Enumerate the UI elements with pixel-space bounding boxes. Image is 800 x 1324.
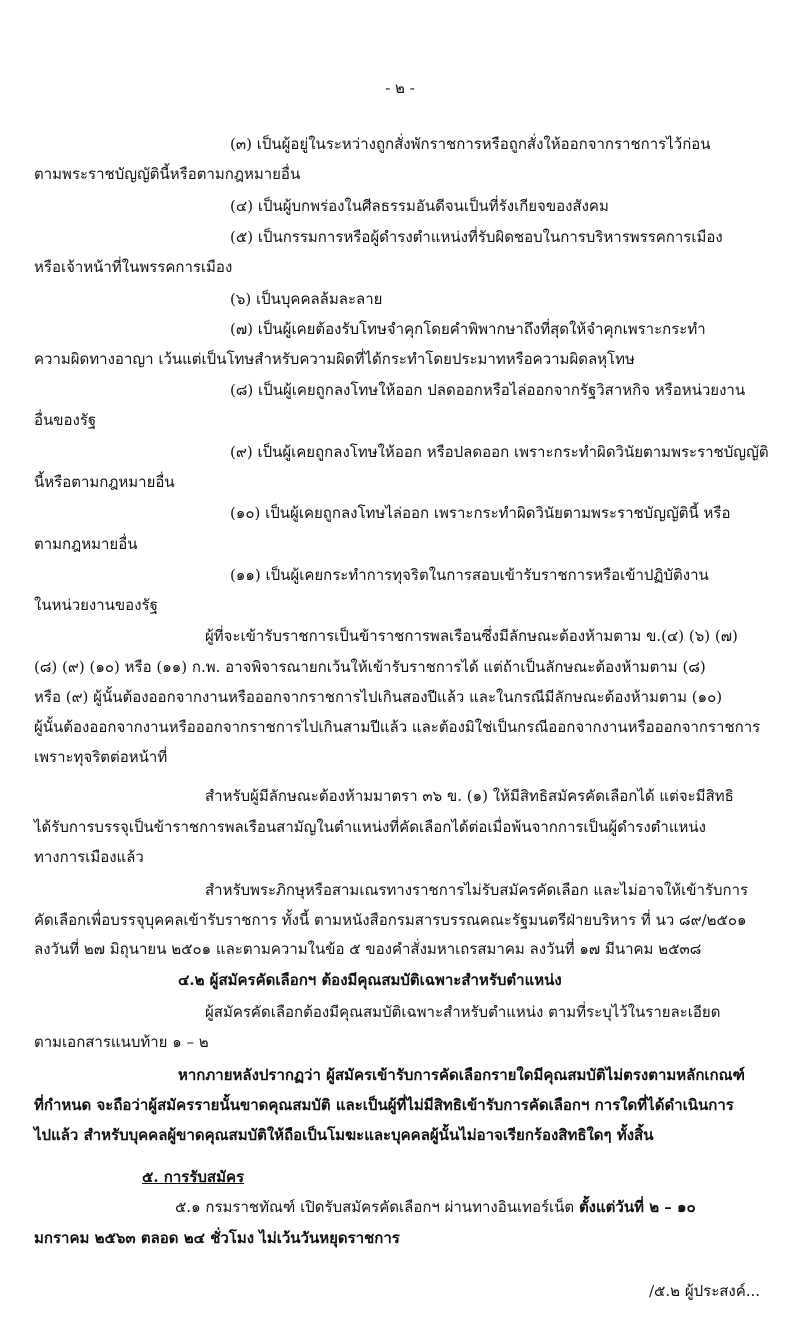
body-line: (๙) เป็นผู้เคยถูกลงโทษให้ออก หรือปลดออก เพราะกระทำผิดวินัยตามพระราชบัญญัติ — [230, 443, 769, 461]
body-line: ตามกฎหมายอื่น — [34, 535, 138, 553]
body-line: (๔) เป็นผู้บกพร่องในศีลธรรมอันดีจนเป็นที่รังเกียจของสังคม — [230, 197, 609, 215]
body-line: (๘) (๙) (๑๐) หรือ (๑๑) ก.พ. อาจพิจารณายกเว้นให้เข้ารับราชการได้ แต่ถ้าเป็นลักษณะต้องห้ามตาม (๘) — [34, 658, 706, 676]
registration-text: ๕.๑ กรมราชทัณฑ์ เปิดรับสมัครคัดเลือกฯ ผ่านทางอินเทอร์เน็ต — [175, 1198, 579, 1216]
section-heading: ๕. การรับสมัคร — [142, 1168, 245, 1186]
body-line: ผู้นั้นต้องออกจากงานหรือออกจากราชการไปเกินสามปีแล้ว และต้องมิใช่เป็นกรณีออกจากงานหรือออกจากราชการ — [34, 718, 761, 736]
body-line-bold: มกราคม ๒๕๖๓ ตลอด ๒๔ ชั่วโมง ไม่เว้นวันหยุดราชการ — [34, 1229, 400, 1247]
body-line: ลงวันที่ ๒๗ มิถุนายน ๒๕๐๑ และตามความในข้อ ๕ ของคำสั่งมหาเถรสมาคม ลงวันที่ ๑๗ มีนาคม ๒๕๓๘ — [34, 940, 702, 958]
body-line: (๘) เป็นผู้เคยถูกลงโทษให้ออก ปลดออกหรือไล่ออกจากรัฐวิสาหกิจ หรือหน่วยงาน — [230, 381, 746, 399]
body-line — [175, 1197, 696, 1217]
body-line: ในหน่วยงานของรัฐ — [34, 596, 158, 614]
body-line: (๕) เป็นกรรมการหรือผู้ดำรงตำแหน่งที่รับผิดชอบในการบริหารพรรคการเมือง — [230, 228, 723, 246]
body-line: ทางการเมืองแล้ว — [34, 848, 144, 866]
body-line: หรือเจ้าหน้าที่ในพรรคการเมือง — [34, 258, 233, 276]
section-heading: ๔.๒ ผู้สมัครคัดเลือกฯ ต้องมีคุณสมบัติเฉพาะสำหรับตำแหน่ง — [178, 971, 562, 989]
body-line: (๖) เป็นบุคคลล้มละลาย — [230, 290, 383, 308]
body-line: ผู้ที่จะเข้ารับราชการเป็นข้าราชการพลเรือนซึ่งมีลักษณะต้องห้ามตาม ข.(๔) (๖) (๗) — [205, 627, 738, 645]
body-line-bold: ไปแล้ว สำหรับบุคคลผู้ขาดคุณสมบัติให้ถือเป็นโมฆะและบุคคลผู้นั้นไม่อาจเรียกร้องสิทธิใดๆ ทั้งสิ้น — [34, 1126, 654, 1144]
body-line: คัดเลือกเพื่อบรรจุบุคคลเข้ารับราชการ ทั้งนี้ ตามหนังสือกรมสารบรรณคณะรัฐมนตรีฝ่ายบริหาร ที่ นว ๘๙/๒๕๐๑ — [34, 911, 747, 929]
body-line: สำหรับพระภิกษุหรือสามเณรทางราชการไม่รับสมัครคัดเลือก และไม่อาจให้เข้ารับการ — [205, 881, 749, 899]
registration-dates: ตั้งแต่วันที่ ๒ – ๑๐ — [578, 1198, 696, 1216]
body-line: เพราะทุจริตต่อหน้าที่ — [34, 748, 168, 766]
body-line: สำหรับผู้มีลักษณะต้องห้ามมาตรา ๓๖ ข. (๑) ให้มีสิทธิสมัครคัดเลือกได้ แต่จะมีสิทธิ — [205, 787, 734, 805]
continuation-note: /๕.๒ ผู้ประสงค์... — [649, 1282, 761, 1300]
body-line: อื่นของรัฐ — [34, 411, 97, 429]
page-number: - ๒ - — [385, 79, 415, 97]
body-line-bold: หากภายหลังปรากฏว่า ผู้สมัครเข้ารับการคัดเลือกรายใดมีคุณสมบัติไม่ตรงตามหลักเกณฑ์ — [178, 1066, 745, 1084]
body-line-bold: ที่กำหนด จะถือว่าผู้สมัครรายนั้นขาดคุณสมบัติ และเป็นผู้ที่ไม่มีสิทธิเข้ารับการคัดเลือกฯ การใดที่ได้ดำเนินการ — [34, 1096, 734, 1114]
body-line: หรือ (๙) ผู้นั้นต้องออกจากงานหรือออกจากราชการไปเกินสองปีแล้ว และในกรณีมีลักษณะต้องห้ามตาม (๑๐) — [34, 688, 723, 706]
body-line: ตามพระราชบัญญัตินี้หรือตามกฎหมายอื่น — [34, 165, 301, 183]
body-line: ตามเอกสารแนบท้าย ๑ – ๒ — [34, 1033, 209, 1051]
body-line: (๑๐) เป็นผู้เคยถูกลงโทษไล่ออก เพราะกระทำผิดวินัยตามพระราชบัญญัตินี้ หรือ — [230, 504, 731, 522]
body-line: (๑๑) เป็นผู้เคยกระทำการทุจริตในการสอบเข้ารับราชการหรือเข้าปฏิบัติงาน — [230, 566, 709, 584]
body-line: ได้รับการบรรจุเป็นข้าราชการพลเรือนสามัญในตำแหน่งที่คัดเลือกได้ต่อเมื่อพ้นจากการเป็นผู้ดำรงตำแหน่ง — [34, 818, 706, 836]
body-line: นี้หรือตามกฎหมายอื่น — [34, 473, 175, 491]
body-line: ผู้สมัครคัดเลือกต้องมีคุณสมบัติเฉพาะสำหรับตำแหน่ง ตามที่ระบุไว้ในรายละเอียด — [205, 1003, 721, 1021]
body-line: (๓) เป็นผู้อยู่ในระหว่างถูกสั่งพักราชการหรือถูกสั่งให้ออกจากราชการไว้ก่อน — [230, 135, 711, 153]
body-line: (๗) เป็นผู้เคยต้องรับโทษจำคุกโดยคำพิพากษาถึงที่สุดให้จำคุกเพราะกระทำ — [230, 320, 706, 338]
body-line: ความผิดทางอาญา เว้นแต่เป็นโทษสำหรับความผิดที่ได้กระทำโดยประมาทหรือความผิดลหุโทษ — [34, 350, 635, 368]
